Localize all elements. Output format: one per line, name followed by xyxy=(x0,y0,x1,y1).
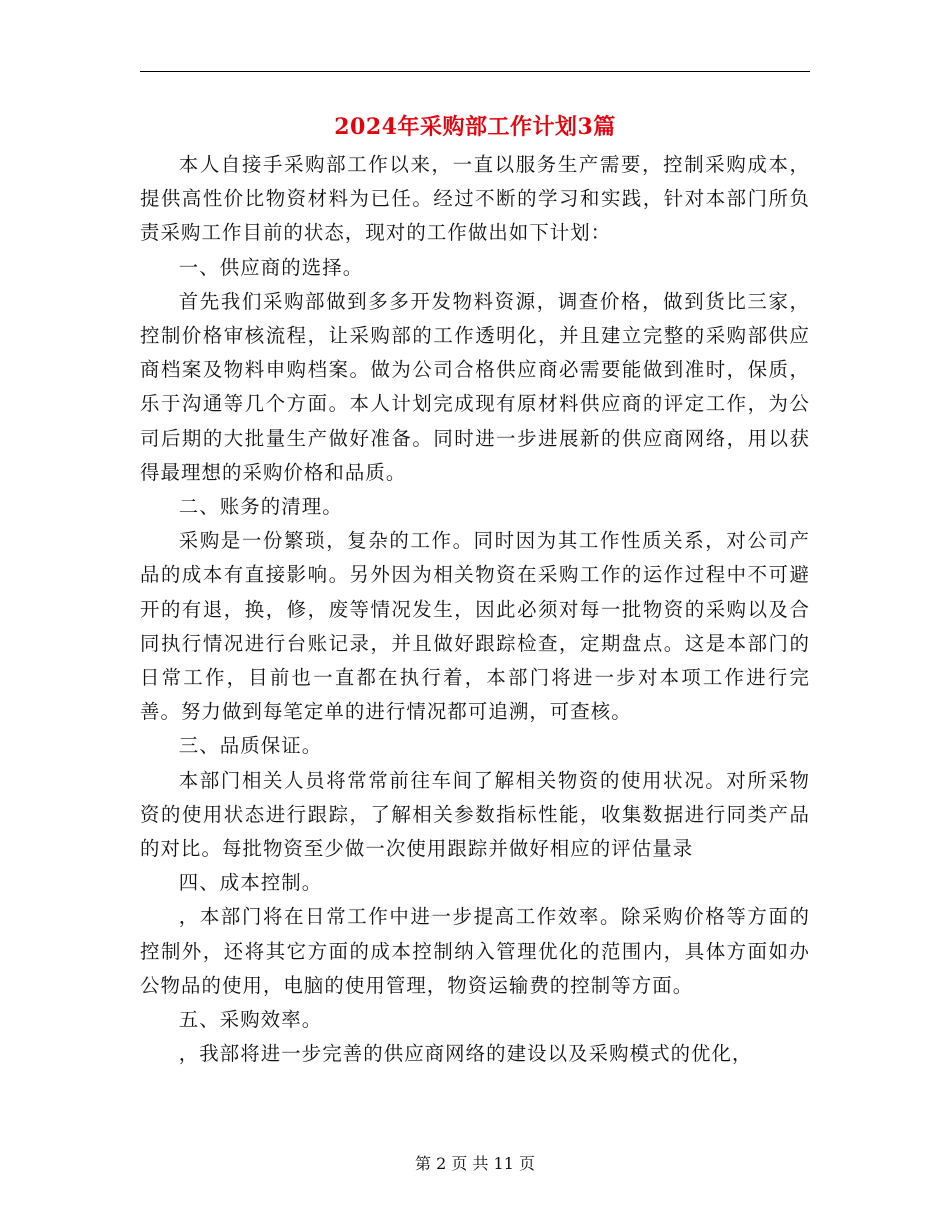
page-number-footer: 第 2 页 共 11 页 xyxy=(415,1154,535,1173)
document-title: 2024年采购部工作计划3篇 xyxy=(334,114,616,140)
section-heading-supplier-selection: 一、供应商的选择。 xyxy=(178,255,364,279)
document-body xyxy=(140,148,810,1071)
paragraph-supplier-selection: 首先我们采购部做到多多开发物料资源，调查价格，做到货比三家，控制价格审核流程，让采购部的工作透明化，并且建立完整的采购部供应商档案及物料申购档案。做为公司合格供应商必需要能做到准时，保质，乐于沟通等几个方面。本人计划完成现有原材料供应商的评定工作，为公司后期的大批量生产做好准备。同时进一步进展新的供应商网络，用以获得最理想的采购价格和品质。 xyxy=(140,289,810,484)
paragraph-cost-control: ，本部门将在日常工作中进一步提高工作效率。除采购价格等方面的控制外，还将其它方面的成本控制纳入管理优化的范围内，具体方面如办公物品的使用，电脑的使用管理，物资运输费的控制等方面。 xyxy=(140,905,810,997)
paragraph-account-cleanup: 采购是一份繁琐，复杂的工作。同时因为其工作性质关系，对公司产品的成本有直接影响。另外因为相关物资在采购工作的运作过程中不可避开的有退，换，修，废等情况发生，因此必须对每一批物资的采购以及合同执行情况进行台账记录，并且做好跟踪检查，定期盘点。这是本部门的日常工作，目前也一直都在执行着，本部门将进一步对本项工作进行完善。努力做到每笔定单的进行情况都可追溯，可查核。 xyxy=(140,529,810,724)
section-heading-cost-control: 四、成本控制。 xyxy=(178,871,323,895)
header-rule xyxy=(140,71,810,72)
paragraph-quality-assurance: 本部门相关人员将常常前往车间了解相关物资的使用状况。对所采物资的使用状态进行跟踪，了解相关参数指标性能，收集数据进行同类产品的对比。每批物资至少做一次使用跟踪并做好相应的评估量录 xyxy=(140,768,810,861)
paragraph-procurement-efficiency: ，我部将进一步完善的供应商网络的建设以及采购模式的优化， xyxy=(178,1042,753,1066)
section-heading-account-cleanup: 二、账务的清理。 xyxy=(178,495,343,519)
section-heading-quality-assurance: 三、品质保证。 xyxy=(178,734,323,758)
section-heading-procurement-efficiency: 五、采购效率。 xyxy=(178,1008,323,1032)
intro-paragraph: 本人自接手采购部工作以来，一直以服务生产需要，控制采购成本，提供高性价比物资材料为已任。经过不断的学习和实践，针对本部门所负责采购工作目前的状态，现对的工作做出如下计划： xyxy=(140,153,810,245)
